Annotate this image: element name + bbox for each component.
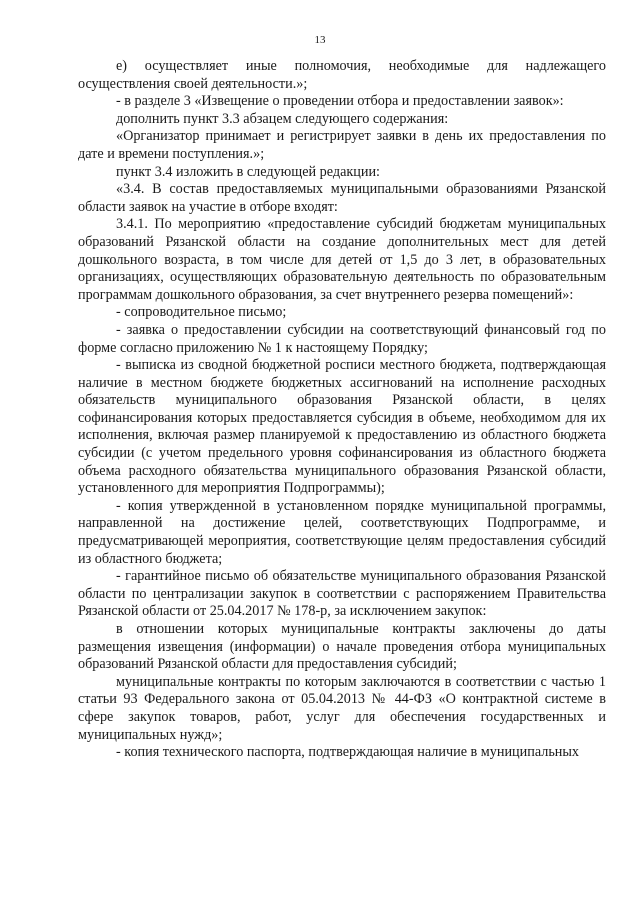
paragraph: муниципальные контракты по которым заключаются в соответствии с частью 1 статьи 93 Федерального закона от 05.04.2013 № 44-ФЗ «О контрактной системе в сфере закупок товаров, работ, услуг для обеспечения государственных и муниципальных нужд»; xyxy=(78,673,606,743)
page-number: 13 xyxy=(314,34,326,46)
paragraph: «3.4. В состав предоставляемых муниципальными образованиями Рязанской области заявок на участие в отборе входят: xyxy=(78,181,606,215)
paragraph: дополнить пункт 3.3 абзацем следующего содержания: xyxy=(116,110,449,127)
paragraph: в отношении которых муниципальные контракты заключены до даты размещения извещения (информации) о начале проведения отбора муниципальных образований Рязанской области для предоставления субсидий; xyxy=(78,621,606,673)
paragraph: - выписка из сводной бюджетной росписи местного бюджета, подтверждающая наличие в местном бюджете бюджетных ассигнований на исполнение расходных обязательств муниципального образования Рязанской области, в целях софинансирования которых предоставляется субсидия в объеме, необходимом для их исполнения, включая размер планируемой к предоставлению из областного бюджета субсидии (с учетом предельного уровня софинансирования из областного бюджета объема расходного обязательства муниципального образования Рязанской области, установленного для мероприятия Подпрограммы); xyxy=(78,357,606,497)
paragraph: пункт 3.4 изложить в следующей редакции: xyxy=(116,163,380,180)
paragraph: е) осуществляет иные полномочия, необходимые для надлежащего осуществления своей деятельности.»; xyxy=(78,58,606,92)
paragraph: «Организатор принимает и регистрирует заявки в день их предоставления по дате и времени поступления.»; xyxy=(78,128,606,162)
paragraph: - заявка о предоставлении субсидии на соответствующий финансовый год по форме согласно приложению № 1 к настоящему Порядку; xyxy=(78,321,606,356)
paragraph: 3.4.1. По мероприятию «предоставление субсидий бюджетам муниципальных образований Рязанской области на создание дополнительных мест для детей дошкольного возраста, в том числе для детей от 1,5 до 3 лет, в образовательных организациях, осуществляющих образовательную деятельность по образовательным программам дошкольного образования, за счет внутреннего резерва помещений»: xyxy=(78,216,606,303)
paragraph: - копия технического паспорта, подтверждающая наличие в муниципальных xyxy=(116,744,580,761)
paragraph: - в разделе 3 «Извещение о проведении отбора и предоставлении заявок»: xyxy=(116,93,564,110)
paragraph: - гарантийное письмо об обязательстве муниципального образования Рязанской области по централизации закупок в соответствии с распоряжением Правительства Рязанской области от 25.04.2017 № 178-р, за исключением закупок: xyxy=(78,568,606,620)
paragraph: - копия утвержденной в установленном порядке муниципальной программы, направленной на достижение целей, соответствующих Подпрограмме, и предусматривающей мероприятия, соответствующие целям предоставления субсидий из областного бюджета; xyxy=(78,497,606,567)
document-body xyxy=(78,58,606,762)
paragraph: - сопроводительное письмо; xyxy=(116,304,287,321)
